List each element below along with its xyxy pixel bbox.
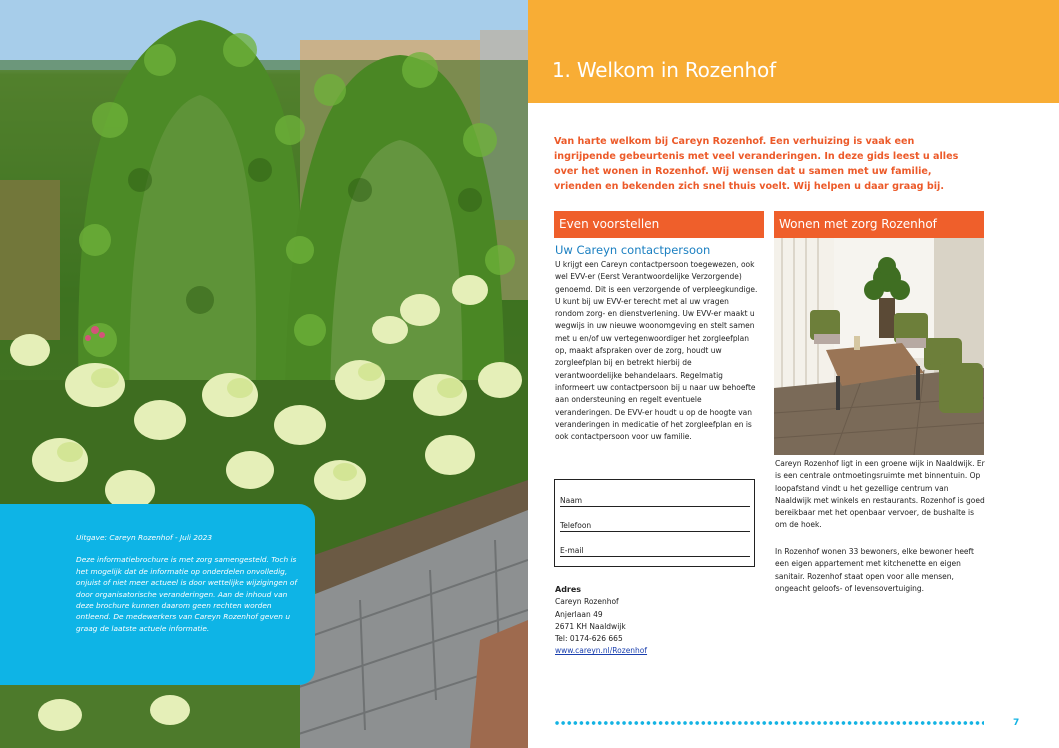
publication-info-box	[0, 504, 315, 685]
header-band	[528, 0, 1059, 103]
section-header-wonen-met-zorg: Wonen met zorg Rozenhof	[774, 211, 984, 238]
address-phone: Tel: 0174-626 665	[555, 634, 623, 644]
address-title: Adres	[555, 585, 582, 594]
page-number: 7	[1013, 718, 1020, 728]
living-room-photo	[774, 238, 984, 455]
disclaimer-text: Deze informatiebrochure is met zorg samengesteld. Toch is het mogelijk dat de informatie op onderdelen onvolledig, onjuist of niet meer actueel is door wettelijke wijzigingen of door organisatorische veranderingen. Aan de inhoud van deze brochure kunnen daarom geen rechten worden ontleend. De medewerkers van Careyn Rozenhof geven u graag de laatste actuele informatie.	[76, 555, 298, 633]
address-name: Careyn Rozenhof	[555, 597, 619, 607]
edition-note: Uitgave: Careyn Rozenhof - Juli 2023	[76, 533, 213, 542]
contact-form-box	[554, 479, 755, 567]
website-link[interactable]: www.careyn.nl/Rozenhof	[555, 646, 648, 656]
name-field[interactable]	[560, 496, 750, 507]
address-street: Anjerlaan 49	[555, 609, 603, 619]
phone-field-label: Telefoon	[560, 521, 592, 530]
phone-field[interactable]	[560, 521, 750, 532]
address-block	[555, 584, 647, 658]
page-title: 1. Welkom in Rozenhof	[552, 58, 776, 82]
email-field[interactable]	[560, 546, 750, 557]
address-city: 2671 KH Naaldwijk	[555, 621, 626, 631]
section-header-even-voorstellen: Even voorstellen	[554, 211, 764, 238]
contactpersoon-body: U krijgt een Careyn contactpersoon toegewezen, ook wel EVV-er (Eerst Verantwoordelijke Verzorgende) genoemd. Dit is een verzorgende of verpleegkundige. U kunt bij uw EVV-er terecht met al uw vragen rondom zorg- en dienstverlening. Uw EVV-er maakt u wegwijs in uw nieuwe woonomgeving en stelt samen met u en/of uw vertegenwoordiger het zorgleefplan op, maakt afspraken over de zorg, houdt uw zorgleefplan bij en betrekt hierbij de verantwoordelijke behandelaars. Regelmatig informeert uw contactpersoon bij u naar uw behoefte aan ondersteuning en regelt eventuele veranderingen. De EVV-er houdt u op de hoogte van veranderingen in medicatie of het zorgleefplan en is ook contactpersoon voor uw familie.	[555, 260, 758, 442]
name-field-label: Naam	[560, 496, 583, 505]
intro-text: Van harte welkom bij Careyn Rozenhof. Een verhuizing is vaak een ingrijpende gebeurtenis met veel veranderingen. In deze gids leest u alles over het wonen in Rozenhof. Wij wensen dat u samen met uw familie, vrienden en bekenden zich snel thuis voelt. Wij helpen u daar graag bij.	[554, 136, 959, 192]
wonen-paragraph-2: In Rozenhof wonen 33 bewoners, elke bewoner heeft een eigen appartement met kitchenette en eigen sanitair. Rozenhof staat open voor alle mensen, ongeacht geloofs- of levensovertuiging.	[775, 547, 974, 593]
dotted-divider	[554, 719, 984, 727]
wonen-paragraph-1: Careyn Rozenhof ligt in een groene wijk in Naaldwijk. Er is een centrale ontmoetingsruimte met binnentuin. Op loopafstand vindt u het gezellige centrum van Naaldwijk met winkels en restaurants. Rozenhof is goed bereikbaar met het openbaar vervoer, de bushalte is om de hoek.	[775, 459, 985, 530]
email-field-label: E-mail	[560, 546, 584, 555]
contactpersoon-subtitle: Uw Careyn contactpersoon	[555, 243, 711, 257]
